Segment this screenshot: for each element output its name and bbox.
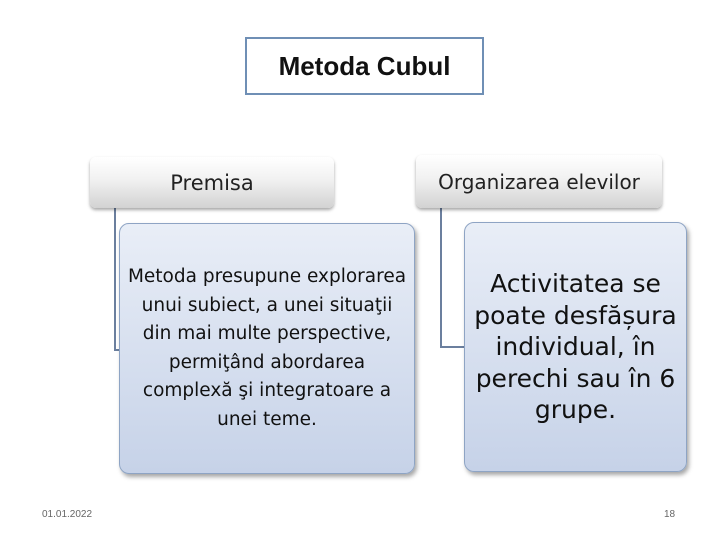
organization-content-box — [464, 222, 687, 472]
footer-page-number: 18 — [664, 509, 676, 520]
footer-date: 01.01.2022 — [42, 509, 93, 520]
premise-header: Premisa — [90, 157, 334, 208]
organization-text: Activitatea se poate desfășura individual, în perechi sau în 6 grupe. — [474, 269, 677, 425]
organization-header: Organizarea elevilor — [416, 155, 662, 208]
premise-content-box — [119, 223, 415, 474]
slide-title: Metoda Cubul — [245, 37, 484, 95]
connector-right — [440, 208, 466, 348]
premise-text: Metoda presupune explorarea unui subiect, a unei situaţii din mai multe perspective, permiţând abordarea complexă şi integratoare a unei teme. — [127, 266, 407, 430]
